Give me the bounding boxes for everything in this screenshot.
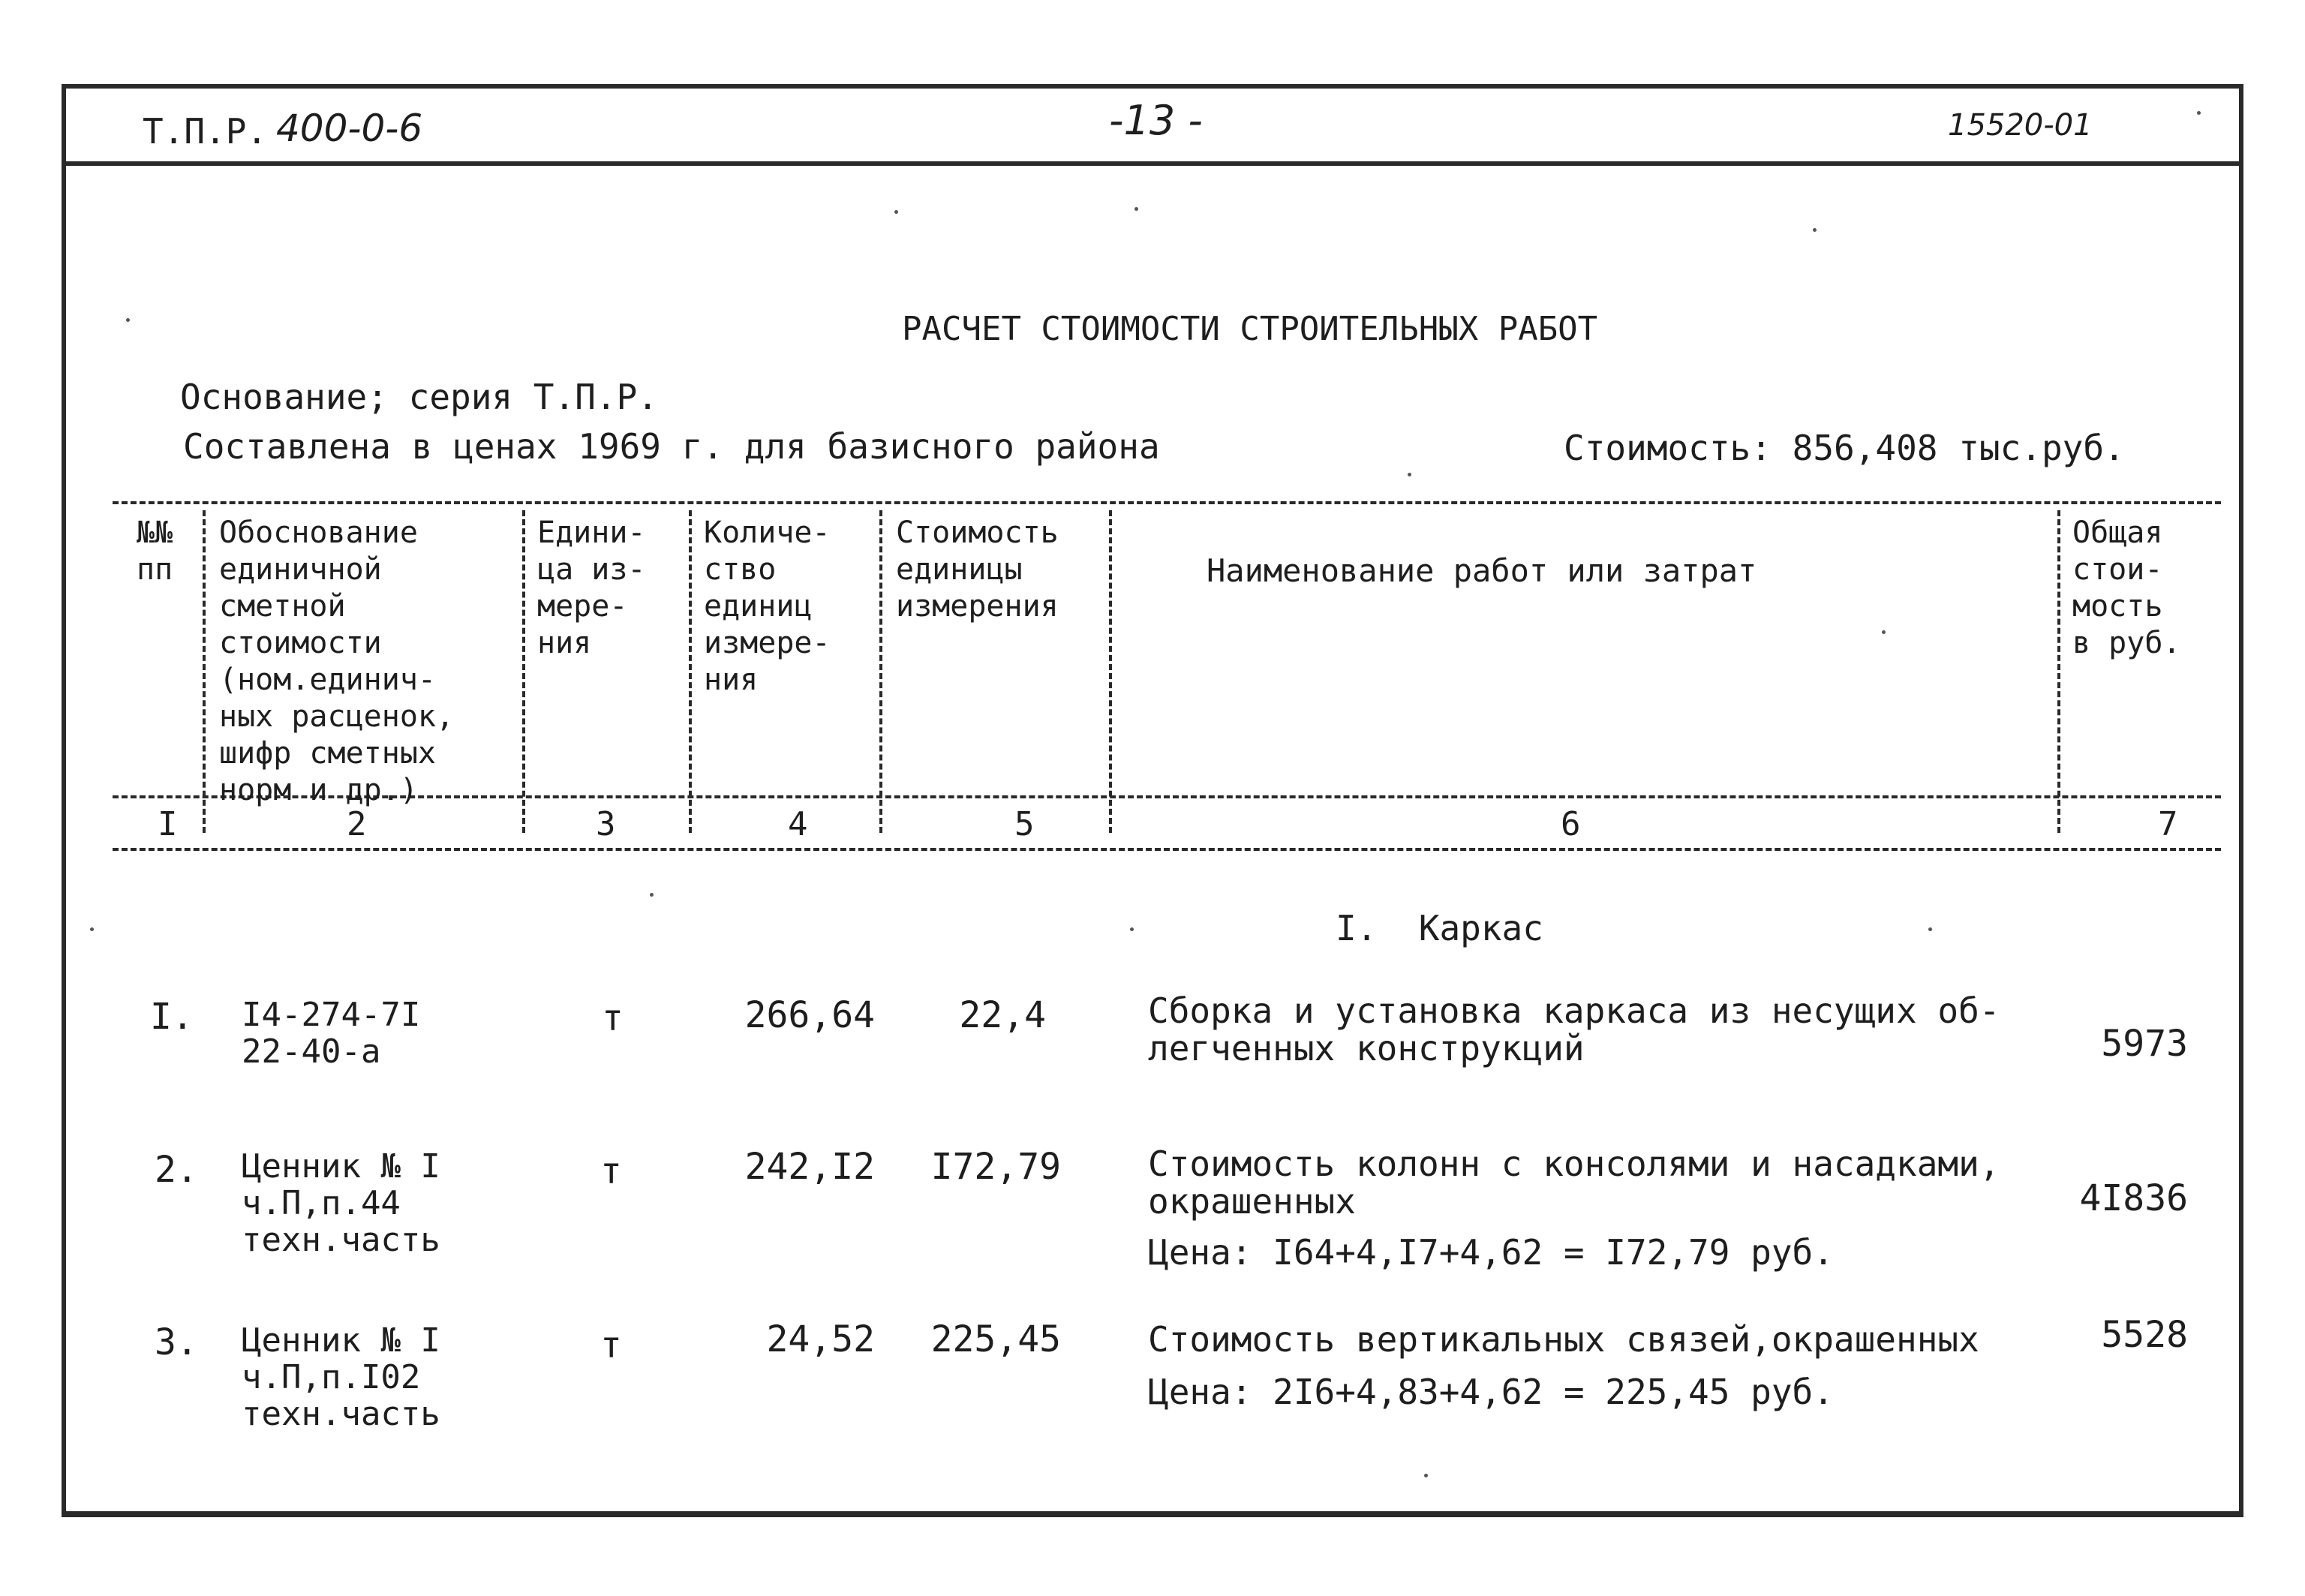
row-total: 5973 [2101, 1023, 2188, 1065]
header-col-4: Количе- ство единиц измере- ния [704, 515, 831, 697]
row-unit: т [600, 1150, 622, 1192]
scan-speck [126, 318, 130, 322]
row-unit-cost: 22,4 [959, 994, 1046, 1036]
page-number: -13 - [1109, 97, 1203, 144]
header-col-2: Обоснование единичной сметной стоимости (ном.единич- ных расценок, шифр сметных норм и др.) [219, 515, 455, 807]
row-quantity: 242,I2 [744, 1146, 875, 1188]
row-quantity: 266,64 [744, 994, 875, 1036]
col-divider [522, 510, 525, 833]
column-number: 6 [1561, 805, 1581, 843]
row-unit: т [600, 1324, 622, 1366]
prices-line: Составлена в ценах 1969 г. для базисного района [183, 426, 1160, 467]
row-price-note: Цена: I64+4,I7+4,62 = I72,79 руб. [1148, 1232, 1834, 1273]
doc-code-prefix: Т.П.Р. [143, 111, 268, 152]
col-divider [689, 510, 692, 833]
row-unit: т [602, 997, 624, 1039]
scan-speck [1130, 927, 1134, 931]
row-basis: I4-274-7I 22-40-а [242, 996, 421, 1071]
scan-speck [90, 927, 94, 931]
basis-line: Основание; серия Т.П.Р. [180, 377, 658, 417]
row-total: 4I836 [2079, 1177, 2188, 1219]
row-unit-cost: 225,45 [930, 1318, 1061, 1360]
table-colnum-rule [113, 848, 2221, 851]
row-basis: Ценник № I ч.П,п.44 техн.часть [242, 1147, 440, 1259]
total-cost-line: Стоимость: 856,408 тыс.руб. [1564, 428, 2125, 468]
sheet-code: 15520-01 [1948, 108, 2093, 143]
header-col-6: Наименование работ или затрат [1207, 552, 1757, 589]
header-col-1: №№ пп [137, 515, 173, 587]
row-number: 3. [155, 1321, 198, 1363]
col-divider [879, 510, 882, 833]
row-total: 5528 [2101, 1314, 2188, 1356]
column-number: 7 [2158, 805, 2178, 843]
column-number: I [158, 805, 178, 843]
column-number: 2 [347, 805, 367, 843]
scan-speck [1928, 927, 1932, 931]
section-title: I. Каркас [1336, 908, 1543, 948]
scan-speck [1882, 630, 1886, 634]
scan-speck [1134, 207, 1138, 211]
doc-code-handwritten: 400-0-6 [276, 107, 423, 150]
column-number: 3 [596, 805, 616, 843]
header-col-3: Едини- ца из- мере- ния [537, 515, 646, 660]
row-work-name: Стоимость вертикальных связей,окрашенных [1148, 1319, 1979, 1360]
row-number: I. [150, 996, 194, 1038]
scan-speck [650, 893, 654, 897]
row-price-note: Цена: 2I6+4,83+4,62 = 225,45 руб. [1148, 1372, 1834, 1412]
col-divider [1109, 510, 1112, 833]
header-col-5: Стоимость единицы измерения [896, 515, 1059, 624]
row-unit-cost: I72,79 [930, 1146, 1061, 1188]
row-quantity: 24,52 [766, 1318, 875, 1360]
column-number: 4 [788, 805, 808, 843]
column-number: 5 [1014, 805, 1035, 843]
table-top-rule [113, 501, 2221, 504]
row-number: 2. [155, 1149, 198, 1191]
header-rule [62, 161, 2243, 166]
row-work-name: Сборка и установка каркаса из несущих об- легченных конструкций [1148, 990, 2000, 1069]
row-work-name: Стоимость колонн с консолями и насадками, окрашенных [1148, 1144, 2000, 1222]
header-col-7: Общая стои- мость в руб. [2072, 515, 2181, 660]
row-basis: Ценник № I ч.П,п.I02 техн.часть [242, 1321, 440, 1433]
scan-speck [1424, 1474, 1428, 1477]
scan-speck [2197, 111, 2201, 115]
scan-speck [894, 210, 898, 214]
col-divider [2057, 510, 2060, 833]
document-title: РАСЧЕТ СТОИМОСТИ СТРОИТЕЛЬНЫХ РАБОТ [902, 310, 1598, 348]
col-divider [203, 510, 206, 833]
scan-speck [1813, 228, 1817, 232]
scan-speck [1408, 473, 1411, 476]
